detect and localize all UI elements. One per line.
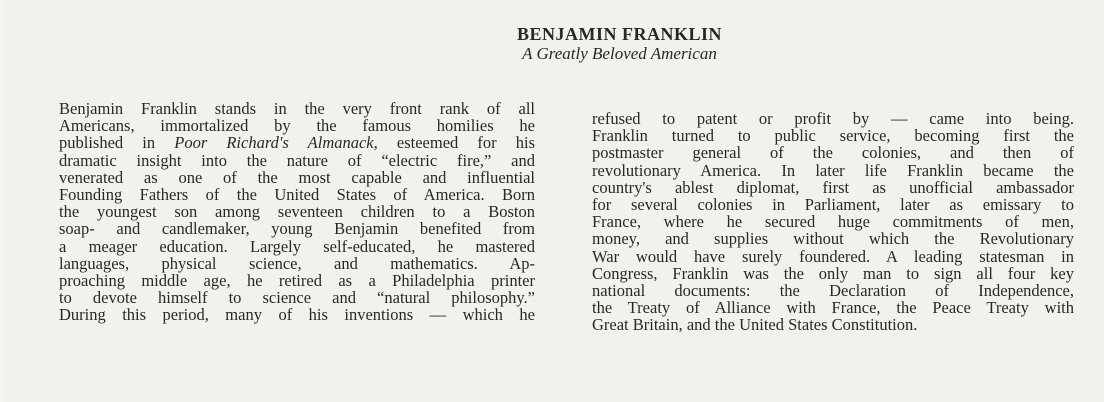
paragraph-line: During this period, many of his inventions — which he — [59, 305, 535, 325]
paragraph-line: a meager education. Largely self-educated, he mastered — [59, 236, 535, 256]
left-column — [59, 100, 535, 324]
paragraph-line: Great Britain, and the United States Constitution. — [592, 315, 918, 335]
paragraph-line: postmaster general of the colonies, and then of — [592, 143, 1074, 163]
paragraph-line — [59, 134, 535, 151]
paragraph-line: refused to patent or profit by — came into being. — [592, 109, 1074, 128]
paragraph-line: for several colonies in Parliament, later as emissary to — [592, 195, 1074, 215]
paragraph-line: Founding Fathers of the United States of America. Born — [59, 185, 535, 205]
header — [0, 24, 1104, 64]
text-segment: , esteemed for his — [373, 133, 535, 153]
page-subtitle: A Greatly Beloved American — [522, 44, 717, 63]
paragraph-line: country's ablest diplomat, first as unofficial ambassador — [592, 177, 1074, 197]
paragraph-line: Congress, Franklin was the only man to sign all four key — [592, 263, 1074, 283]
paragraph-line: languages, physical science, and mathematics. Ap- — [59, 253, 535, 273]
right-column — [592, 110, 1074, 334]
paragraph-line: dramatic insight into the nature of “electric fire,” and — [59, 150, 535, 170]
paragraph-line: revolutionary America. In later life Franklin became the — [592, 160, 1074, 180]
paragraph-line: money, and supplies without which the Revolutionary — [592, 229, 1074, 249]
paragraph-line: Franklin turned to public service, becoming first the — [592, 126, 1074, 146]
paragraph-line: War would have surely foundered. A leading statesman in — [592, 246, 1074, 266]
paragraph-line: venerated as one of the most capable and influential — [59, 167, 535, 187]
paragraph-line: the Treaty of Alliance with France, the Peace Treaty with — [592, 298, 1074, 318]
text-segment: published in — [59, 133, 175, 153]
paragraph-line: France, where he secured huge commitments of men, — [592, 212, 1074, 232]
book-title: Poor Richard's Almanack — [174, 133, 374, 153]
paragraph-line: the youngest son among seventeen children to a Boston — [59, 202, 535, 222]
paragraph-line: soap- and candlemaker, young Benjamin benefited from — [59, 219, 535, 239]
page-title: BENJAMIN FRANKLIN — [516, 24, 722, 44]
paragraph-line: Americans, immortalized by the famous homilies he — [59, 116, 535, 136]
paragraph-line: to devote himself to science and “natural philosophy.” — [59, 288, 535, 308]
paragraph-line: national documents: the Declaration of Independence, — [592, 281, 1074, 301]
paragraph-line: Benjamin Franklin stands in the very front rank of all — [59, 99, 535, 118]
paragraph-line: proaching middle age, he retired as a Philadelphia printer — [59, 271, 535, 291]
